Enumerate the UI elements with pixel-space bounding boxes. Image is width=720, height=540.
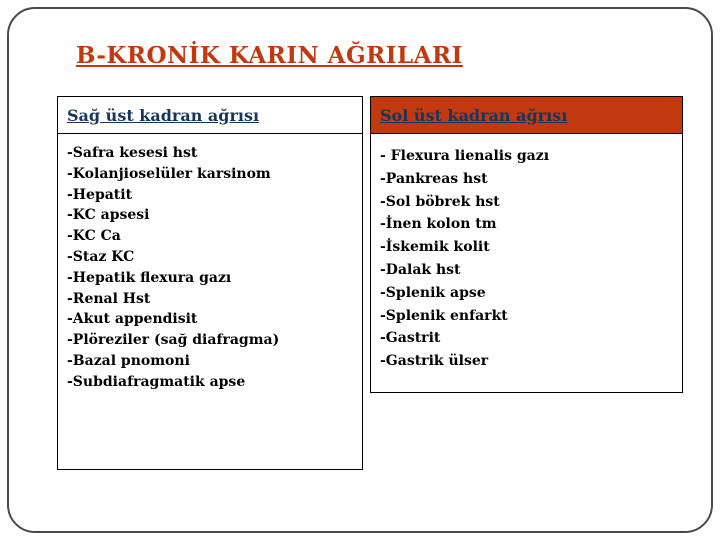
left-quadrant-panel bbox=[57, 96, 363, 470]
list-item: -Safra kesesi hst bbox=[67, 145, 198, 161]
list-item: -Plöreziler (sağ diafragma) bbox=[67, 332, 280, 349]
list-item: -İnen kolon tm bbox=[380, 216, 497, 233]
list-item: -Hepatik flexura gazı bbox=[67, 269, 232, 286]
right-panel-body bbox=[370, 133, 683, 393]
list-item: -Gastrik ülser bbox=[380, 353, 489, 370]
left-panel-body bbox=[57, 133, 363, 470]
list-item: -KC Ca bbox=[67, 228, 121, 245]
list-item: -Akut appendisit bbox=[67, 311, 198, 328]
left-panel-header-label: Sağ üst kadran ağrısı bbox=[67, 105, 260, 125]
list-item: -KC apsesi bbox=[67, 207, 150, 224]
list-item: -Dalak hst bbox=[380, 261, 461, 278]
right-panel-header-label: Sol üst kadran ağrısı bbox=[380, 105, 568, 125]
list-item: -Renal Hst bbox=[67, 290, 151, 307]
right-panel-header bbox=[370, 96, 683, 134]
slide-title: B-KRONİK KARIN AĞRILARI bbox=[76, 42, 463, 69]
left-panel-header bbox=[57, 96, 363, 134]
list-item: -Pankreas hst bbox=[380, 170, 488, 187]
list-item: -Splenik enfarkt bbox=[380, 307, 508, 324]
list-item: -Kolanjioselüler karsinom bbox=[67, 165, 271, 182]
list-item: -Staz KC bbox=[67, 248, 135, 265]
list-item: -Hepatit bbox=[67, 186, 133, 203]
list-item: -Bazal pnomoni bbox=[67, 352, 190, 369]
list-item: - Flexura lienalis gazı bbox=[380, 148, 550, 164]
list-item: -Splenik apse bbox=[380, 284, 486, 301]
list-item: -Subdiafragmatik apse bbox=[67, 373, 246, 390]
list-item: -Sol böbrek hst bbox=[380, 193, 500, 210]
list-item: -Gastrit bbox=[380, 330, 441, 347]
right-quadrant-panel bbox=[370, 96, 683, 393]
list-item: -İskemik kolit bbox=[380, 239, 490, 256]
